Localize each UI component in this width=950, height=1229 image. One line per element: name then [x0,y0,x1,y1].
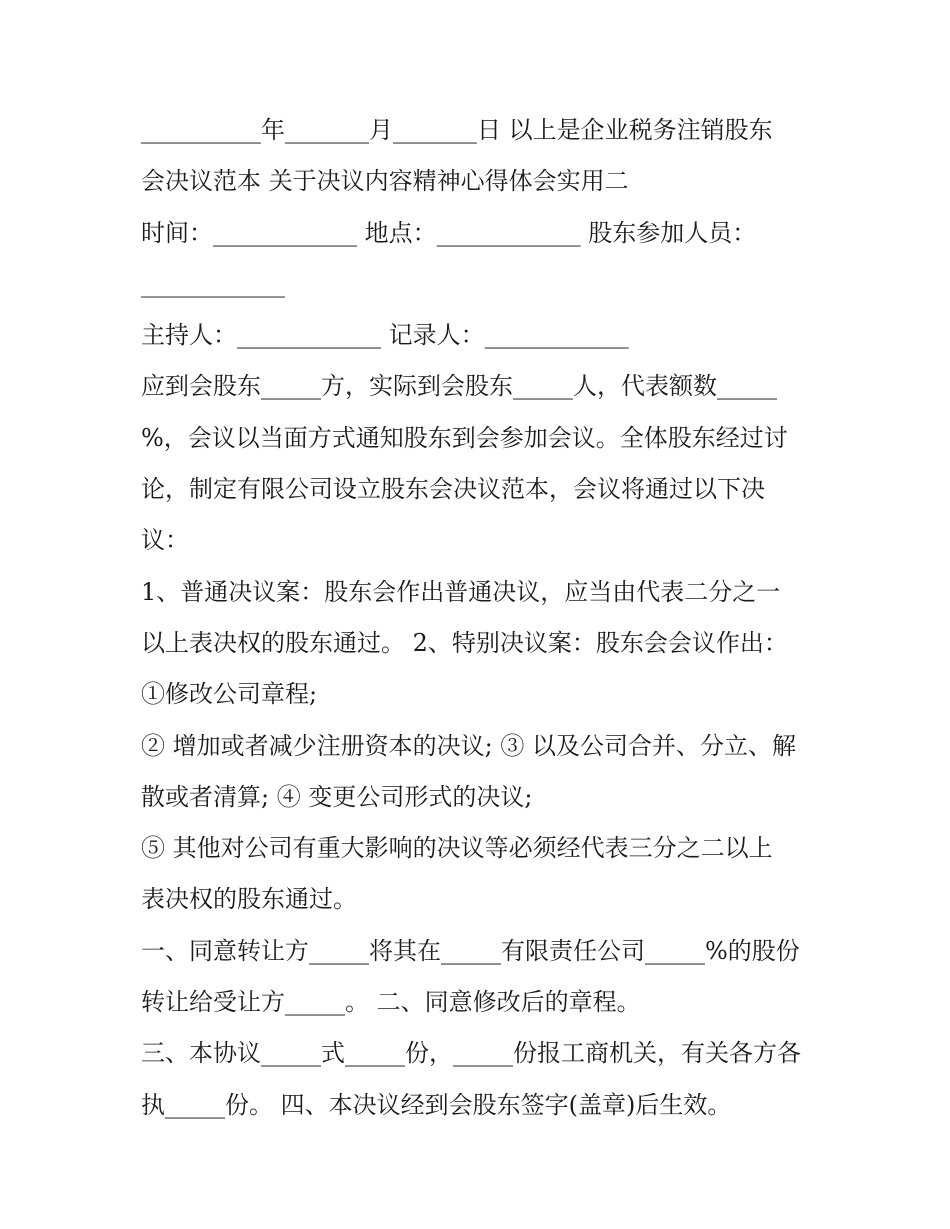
text-line: 表决权的股东通过。 [141,885,357,914]
text-line: %，会议以当面方式通知股东到会参加会议。全体股东经过讨 [141,423,788,452]
text-line: 会决议范本 关于决议内容精神心得体会实用二 [141,167,629,196]
text-line: 三、本协议_____式_____份，_____份报工商机关，有关各方各 [141,1039,801,1068]
text-line: 主持人：____________ 记录人：____________ [141,321,629,350]
text-line: 时间：____________ 地点：____________ 股东参加人员： [141,218,757,247]
text-line: 1、普通决议案：股东会作出普通决议，应当由代表二分之一 [141,577,781,606]
text-line: ② 增加或者减少注册资本的决议; ③ 以及公司合并、分立、解 [141,731,796,760]
text-line: 转让给受让方_____。 二、同意修改后的章程。 [141,988,641,1017]
text-line: 议： [141,526,189,555]
document-body [141,108,821,1134]
text-line: 以上表决权的股东通过。 2、特别决议案：股东会会议作出： [141,628,788,657]
text-line: ①修改公司章程; [141,680,318,709]
text-line: ⑤ 其他对公司有重大影响的决议等必须经代表三分之二以上 [141,834,773,863]
text-line: ____________ [141,269,285,298]
text-line: __________年_______月_______日 以上是企业税务注销股东 [141,116,773,144]
text-line: 执_____份。 四、本决议经到会股东签字(盖章)后生效。 [141,1090,732,1119]
text-line: 论，制定有限公司设立股东会决议范本，会议将通过以下决 [141,475,765,504]
text-line: 散或者清算; ④ 变更公司形式的决议; [141,782,533,811]
text-line: 一、同意转让方_____将其在_____有限责任公司_____%的股份 [141,936,800,965]
text-line: 应到会股东_____方，实际到会股东_____人，代表额数_____ [141,372,777,401]
